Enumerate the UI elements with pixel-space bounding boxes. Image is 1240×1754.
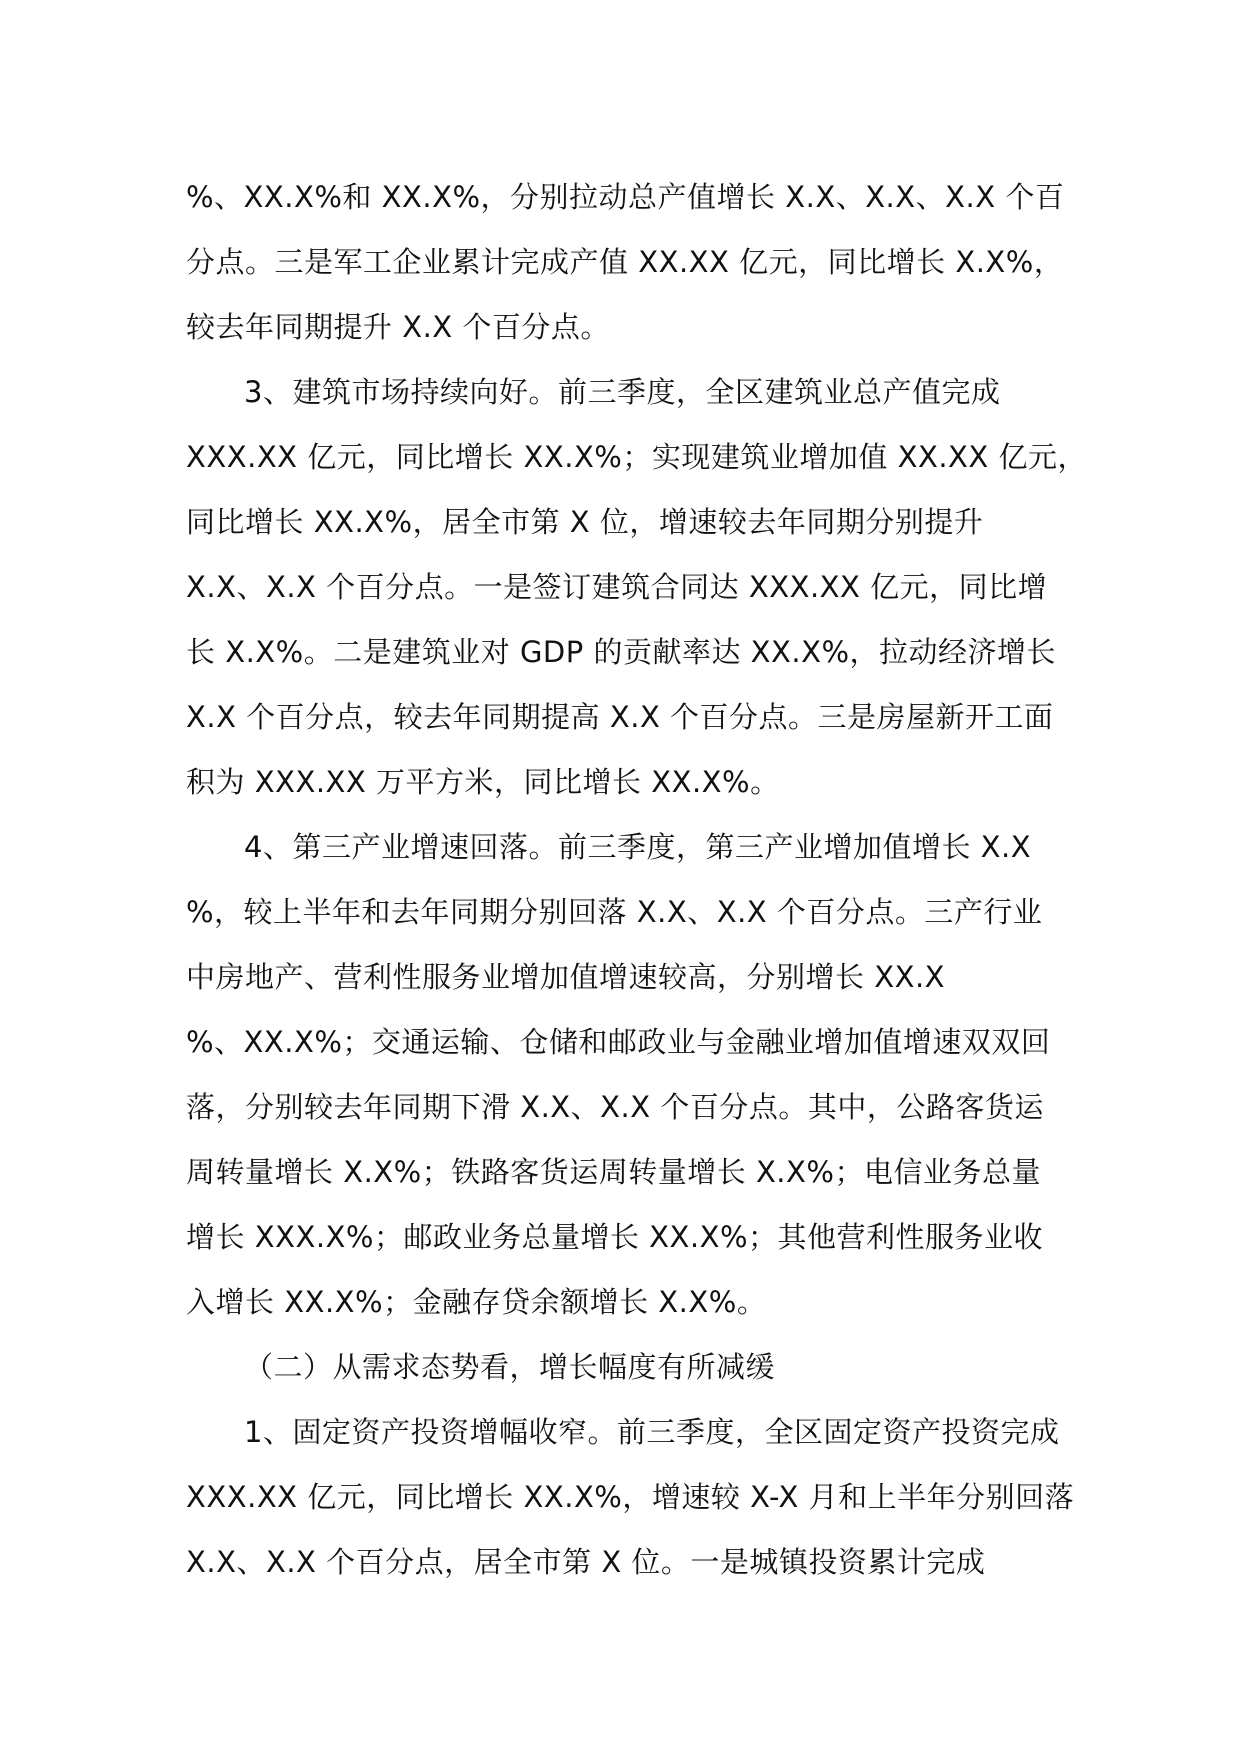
text-line: %、XX.X%和 XX.X%，分别拉动总产值增长 X.X、X.X、X.X 个百 xyxy=(186,180,1065,214)
text-line: 较去年同期提升 X.X 个百分点。 xyxy=(186,310,610,344)
text-line: 分点。三是军工企业累计完成产值 XX.XX 亿元，同比增长 X.X%， xyxy=(186,245,1064,279)
text-line: 长 X.X%。二是建筑业对 GDP 的贡献率达 XX.X%，拉动经济增长 xyxy=(186,635,1057,669)
text-line: 中房地产、营利性服务业增加值增速较高，分别增长 XX.X xyxy=(186,960,946,994)
text-line: XXX.XX 亿元，同比增长 XX.X%，增速较 X-X 月和上半年分别回落 xyxy=(186,1480,1075,1514)
text-line: 落，分别较去年同期下滑 X.X、X.X 个百分点。其中，公路客货运 xyxy=(186,1090,1044,1124)
text-line: X.X、X.X 个百分点。一是签订建筑合同达 XXX.XX 亿元，同比增 xyxy=(186,570,1048,604)
text-line: （二）从需求态势看，增长幅度有所减缓 xyxy=(244,1350,776,1384)
text-line: %，较上半年和去年同期分别回落 X.X、X.X 个百分点。三产行业 xyxy=(186,895,1043,929)
text-line: 入增长 XX.X%；金融存贷余额增长 X.X%。 xyxy=(186,1285,767,1319)
text-line: 3、建筑市场持续向好。前三季度，全区建筑业总产值完成 xyxy=(244,375,1001,409)
text-line: X.X、X.X 个百分点，居全市第 X 位。一是城镇投资累计完成 xyxy=(186,1545,986,1579)
text-line: 同比增长 XX.X%，居全市第 X 位，增速较去年同期分别提升 xyxy=(186,505,984,539)
text-line: 增长 XXX.X%；邮政业务总量增长 XX.X%；其他营利性服务业收 xyxy=(186,1220,1044,1254)
text-line: 积为 XXX.XX 万平方米，同比增长 XX.X%。 xyxy=(186,765,780,799)
text-line: X.X 个百分点，较去年同期提高 X.X 个百分点。三是房屋新开工面 xyxy=(186,700,1054,734)
text-line: 1、固定资产投资增幅收窄。前三季度，全区固定资产投资完成 xyxy=(244,1415,1060,1449)
text-line: %、XX.X%；交通运输、仓储和邮政业与金融业增加值增速双双回 xyxy=(186,1025,1051,1059)
text-line: 4、第三产业增速回落。前三季度，第三产业增加值增长 X.X xyxy=(244,830,1032,864)
document-body xyxy=(186,165,1087,1595)
text-line: XXX.XX 亿元，同比增长 XX.X%；实现建筑业增加值 XX.XX 亿元， xyxy=(186,440,1087,474)
text-line: 周转量增长 X.X%；铁路客货运周转量增长 X.X%；电信业务总量 xyxy=(186,1155,1041,1189)
